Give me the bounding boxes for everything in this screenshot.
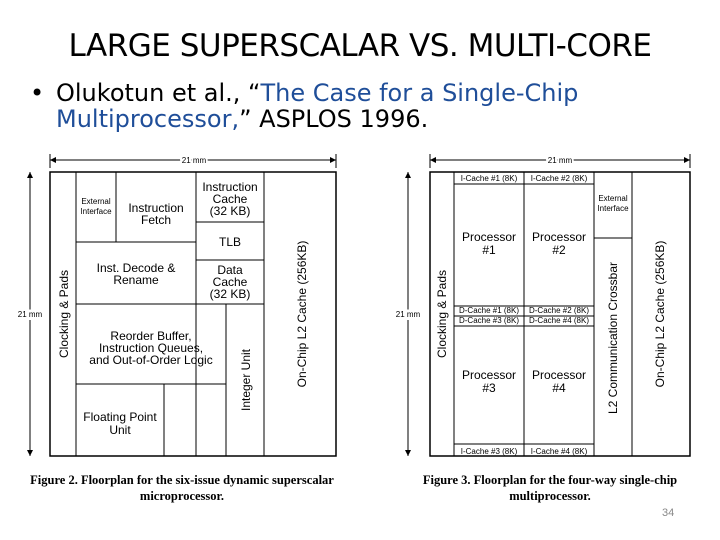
fig3-height-label: 21 mm xyxy=(395,310,421,319)
figure3-caption xyxy=(392,472,708,504)
fig2-ifetch-1: Instruction xyxy=(128,201,184,215)
fig2-tlb: TLB xyxy=(218,235,242,249)
fig3-external-interface-1: External xyxy=(598,194,628,203)
citation-authors: Olukotun et al., xyxy=(56,79,249,107)
figure3-caption-line1: Figure 3. Floorplan for the four-way single-chip xyxy=(422,473,678,487)
fig3-icache-3: I-Cache #3 (8K) xyxy=(460,447,518,456)
fig2-decode-2: Rename xyxy=(113,273,159,287)
fig3-proc2-1: Processor xyxy=(531,230,587,244)
fig2-external-interface-2: Interface xyxy=(80,207,112,216)
fig3-external-interface-2: Interface xyxy=(597,204,629,213)
figure3-caption-line2: multiprocessor. xyxy=(509,489,591,503)
fig2-reorder-3: and Out-of-Order Logic xyxy=(89,353,213,367)
paper-title-line1: The Case for a Single-Chip xyxy=(260,79,579,107)
page-number: 34 xyxy=(662,507,675,519)
fig2-height-label: 21 mm xyxy=(17,310,43,319)
fig2-dcache-2: Cache xyxy=(212,275,248,289)
fig3-dcache-2: D-Cache #2 (8K) xyxy=(528,306,590,315)
figure2-floorplan xyxy=(14,150,350,466)
figure2-svg xyxy=(14,150,350,462)
fig3-proc4-1: Processor xyxy=(531,368,587,382)
fig3-proc3-1: Processor xyxy=(461,368,517,382)
citation-venue: ASPLOS 1996. xyxy=(251,105,429,133)
fig2-icache-1: Instruction xyxy=(202,180,258,194)
fig2-clocking-pads: Clocking & Pads xyxy=(57,269,71,359)
fig3-width-label: 21 mm xyxy=(547,156,573,165)
fig3-proc1-2: #1 xyxy=(482,243,496,257)
fig2-reorder-1: Reorder Buffer, xyxy=(110,329,192,343)
fig2-width-label: 21 mm xyxy=(181,156,207,165)
close-quote: ” xyxy=(239,105,252,133)
fig3-icache-2: I-Cache #2 (8K) xyxy=(530,174,588,183)
figure2-caption-line1: Figure 2. Floorplan for the six-issue dynamic superscalar xyxy=(30,473,334,487)
fig2-dcache-1: Data xyxy=(217,263,243,277)
fig2-icache-3: (32 KB) xyxy=(209,204,251,218)
figure2-caption xyxy=(14,472,350,504)
fig3-proc2-2: #2 xyxy=(552,243,566,257)
fig3-clocking-pads: Clocking & Pads xyxy=(435,269,449,359)
fig3-icache-1: I-Cache #1 (8K) xyxy=(460,174,518,183)
fig2-reorder-2: Instruction Queues, xyxy=(98,341,204,355)
fig2-decode-1: Inst. Decode & xyxy=(96,261,176,275)
figure2-caption-line2: microprocessor. xyxy=(139,489,225,503)
fig3-proc4-2: #4 xyxy=(552,381,566,395)
slide-title: LARGE SUPERSCALAR VS. MULTI-CORE xyxy=(68,28,652,64)
fig3-crossbar: L2 Communication Crossbar xyxy=(606,261,620,415)
figure3-floorplan xyxy=(392,150,708,466)
fig2-ifetch-2: Fetch xyxy=(140,213,172,227)
fig2-fp-1: Floating Point xyxy=(83,410,157,424)
bullet-marker: • xyxy=(30,79,45,107)
fig3-proc3-2: #3 xyxy=(482,381,496,395)
fig2-integer-unit: Integer Unit xyxy=(239,348,253,412)
fig2-icache-2: Cache xyxy=(212,192,248,206)
fig3-proc1-1: Processor xyxy=(461,230,517,244)
fig3-dcache-1: D-Cache #1 (8K) xyxy=(458,306,520,315)
fig2-l2-cache: On-Chip L2 Cache (256KB) xyxy=(295,240,309,388)
figure3-svg xyxy=(392,150,708,462)
paper-title-line2: Multiprocessor, xyxy=(56,105,240,133)
open-quote: “ xyxy=(248,79,261,107)
fig2-dcache-3: (32 KB) xyxy=(209,287,251,301)
fig2-external-interface-1: External xyxy=(81,197,111,206)
fig3-l2-cache: On-Chip L2 Cache (256KB) xyxy=(653,240,667,388)
fig2-fp-2: Unit xyxy=(109,423,131,437)
fig3-dcache-3: D-Cache #3 (8K) xyxy=(458,316,520,325)
fig3-icache-4: I-Cache #4 (8K) xyxy=(530,447,588,456)
fig3-dcache-4: D-Cache #4 (8K) xyxy=(528,316,590,325)
